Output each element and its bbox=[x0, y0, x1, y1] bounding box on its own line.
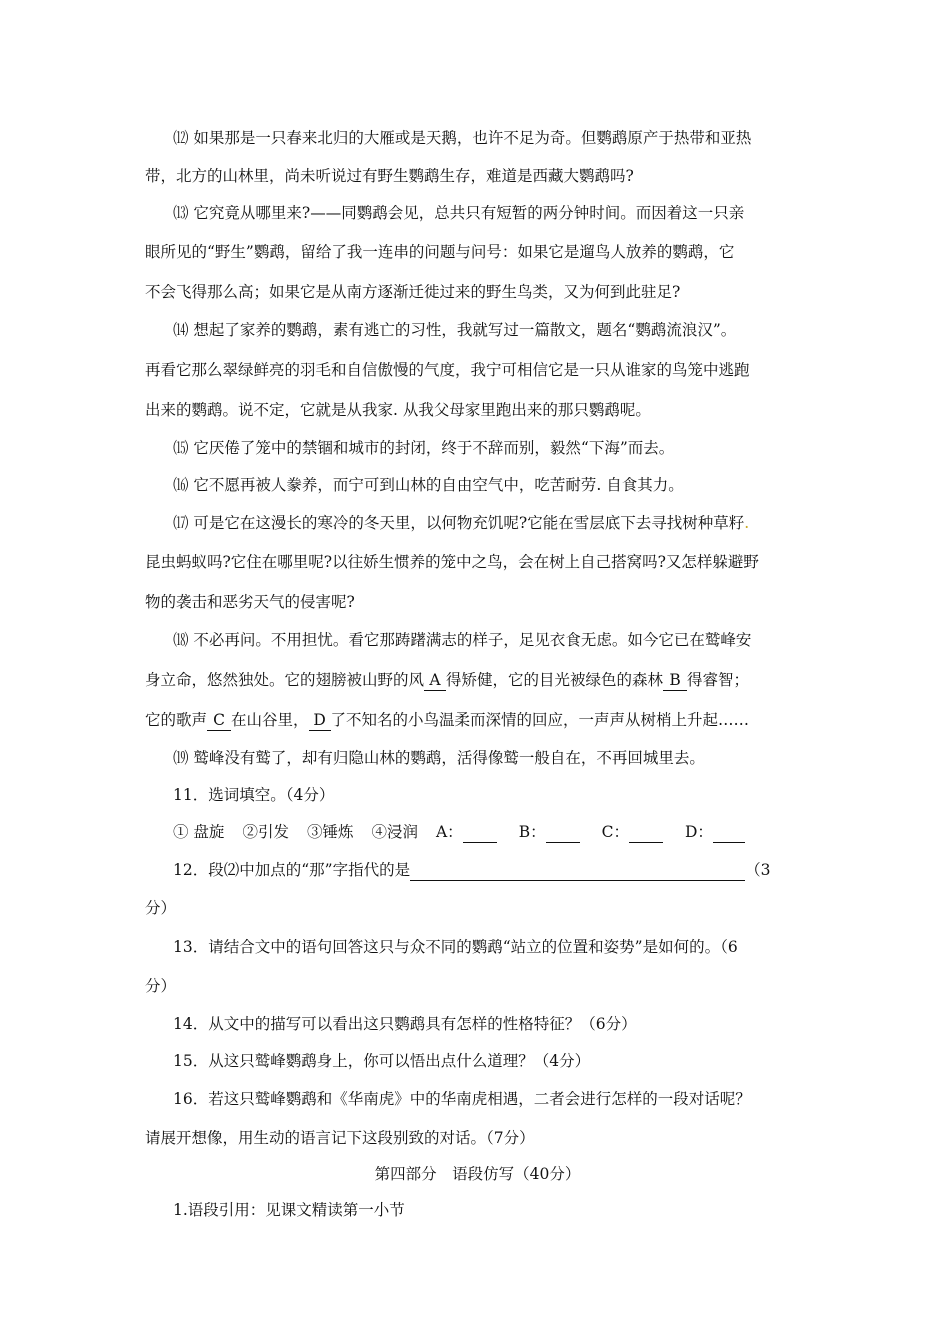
question-16-b: 二者会进行怎样的一段对话呢？ bbox=[533, 1090, 751, 1108]
para-15: ⒂ 它厌倦了笼中的禁锢和城市的封闭，终于不辞而别，毅然“下海”而去。 bbox=[173, 439, 675, 457]
question-16-a: 16．若这只鹫峰鹦鹉和《华南虎》中的华南虎相遇， bbox=[173, 1090, 534, 1108]
question-12-text: 12．段⑵中加点的“那”字指代的是 bbox=[173, 861, 411, 879]
para-14-line-3: 出来的鹦鹉。说不定，它就是从我家. 从我父母家里跑出来的那只鹦鹉呢。 bbox=[145, 401, 651, 419]
para-18-line-2 bbox=[145, 670, 749, 691]
para-18-line-3 bbox=[145, 710, 749, 731]
answer-d-label: D： bbox=[684, 823, 713, 841]
answer-a-label: A： bbox=[435, 823, 463, 841]
para-12-line-2: 带，北方的山林里，尚未听说过有野生鹦鹉生存，难道是西藏大鹦鹉吗? bbox=[145, 167, 634, 185]
question-13-line-2: 分） bbox=[145, 977, 177, 995]
option-3: ③锤炼 bbox=[306, 823, 354, 841]
question-15-a: 15．从这只 bbox=[173, 1052, 255, 1070]
para-14-line-1: ⒁ 想起了家养的鹦鹉，素有逃亡的习性，我就写过一篇散文，题名“鹦鹉流浪汉”。 bbox=[173, 321, 737, 339]
section-item-1: 1.语段引用：见课文精读第一小节 bbox=[173, 1201, 405, 1219]
answer-a-blank[interactable] bbox=[463, 822, 497, 843]
answer-c-label: C： bbox=[601, 823, 629, 841]
question-14: 14．从文中的描写可以看出这只鹦鹉具有怎样的性格特征？（6分） bbox=[173, 1015, 637, 1033]
answer-b-label: B： bbox=[518, 823, 546, 841]
question-12-line-2: 分） bbox=[145, 899, 177, 917]
blank-b[interactable]: B bbox=[663, 670, 687, 691]
question-15 bbox=[173, 1051, 590, 1071]
para-12-line-1: ⑿ 如果那是一只春来北归的大雁或是天鹅，也许不足为奇。但鹦鹉原产于热带和亚热 bbox=[173, 129, 752, 147]
para-18-line-2-b: 得矫健，它的目光被绿色的森林 bbox=[446, 671, 664, 689]
para-17-line-1-text: ⒄ 可是它在这漫长的寒冷的冬天里，以何物充饥呢?它能在雪层底下去寻找树种草籽 bbox=[173, 514, 745, 532]
question-11: 11．选词填空。（4分） bbox=[173, 786, 335, 804]
para-13-line-2: 眼所见的“野生”鹦鹉，留给了我一连串的问题与问号：如果它是遛鸟人放养的鹦鹉，它 bbox=[145, 243, 735, 261]
question-11-options bbox=[173, 822, 745, 843]
answer-b-blank[interactable] bbox=[546, 822, 580, 843]
emphasis-dot: . bbox=[744, 514, 750, 532]
answer-c-blank[interactable] bbox=[629, 822, 663, 843]
para-19: ⒆ 鹫峰没有鹫了，却有归隐山林的鹦鹉，活得像鹫一般自在，不再回城里去。 bbox=[173, 749, 705, 767]
question-12-line-1 bbox=[173, 860, 770, 881]
option-2: ②引发 bbox=[242, 823, 289, 841]
para-17-line-1 bbox=[173, 513, 749, 533]
section-heading: 第四部分 语段仿写（40分） bbox=[374, 1165, 581, 1183]
question-15-b: 鹫峰鹦鹉身上，你可以悟出点什么道理？（4分） bbox=[254, 1052, 591, 1070]
para-17-line-3: 物的袭击和恶劣天气的侵害呢? bbox=[145, 593, 355, 611]
para-18-line-2-a: 身立命，悠然独处。它的翅膀被山野的风 bbox=[145, 671, 425, 689]
question-13-line-1: 13．请结合文中的语句回答这只与众不同的鹦鹉“站立的位置和姿势”是如何的。（6 bbox=[173, 938, 738, 956]
para-14-line-2: 再看它那么翠绿鲜亮的羽毛和自信傲慢的气度，我宁可相信它是一只从谁家的鸟笼中逃跑 bbox=[145, 361, 750, 379]
para-18-line-1: ⒅ 不必再问。不用担忧。看它那踌躇满志的样子，足见衣食无虑。如今它已在鹫峰安 bbox=[173, 631, 752, 649]
para-13-line-1: ⒀ 它究竟从哪里来?——同鹦鹉会见，总共只有短暂的两分钟时间。而因着这一只亲 bbox=[173, 204, 745, 222]
question-12-answer-blank[interactable] bbox=[410, 860, 745, 881]
blank-a[interactable]: A bbox=[424, 670, 446, 691]
option-4: ④浸润 bbox=[371, 823, 418, 841]
para-18-line-2-c: 得睿智； bbox=[687, 671, 750, 689]
para-16: ⒃ 它不愿再被人豢养，而宁可到山林的自由空气中，吃苦耐劳. 自食其力。 bbox=[173, 476, 684, 494]
para-18-line-3-b: 在山谷里， bbox=[231, 711, 309, 729]
para-18-line-3-c: 了不知名的小鸟温柔而深情的回应，一声声从树梢上升起…… bbox=[330, 711, 750, 729]
question-12-score: （3 bbox=[745, 861, 771, 879]
blank-d[interactable]: D bbox=[309, 710, 331, 731]
question-16-line-2: 请展开想像，用生动的语言记下这段别致的对话。（7分） bbox=[145, 1129, 535, 1147]
answer-d-blank[interactable] bbox=[713, 822, 745, 843]
option-1: ① 盘旋 bbox=[173, 823, 225, 841]
para-18-line-3-a: 它的歌声 bbox=[145, 711, 208, 729]
para-13-line-3: 不会飞得那么高；如果它是从南方逐渐迁徙过来的野生鸟类，又为何到此驻足? bbox=[145, 283, 681, 301]
question-16-line-1 bbox=[173, 1089, 751, 1109]
blank-c[interactable]: C bbox=[207, 710, 231, 731]
para-17-line-2: 昆虫蚂蚁吗?它住在哪里呢?以往娇生惯养的笼中之鸟，会在树上自己搭窝吗?又怎样躲避野 bbox=[145, 553, 759, 571]
